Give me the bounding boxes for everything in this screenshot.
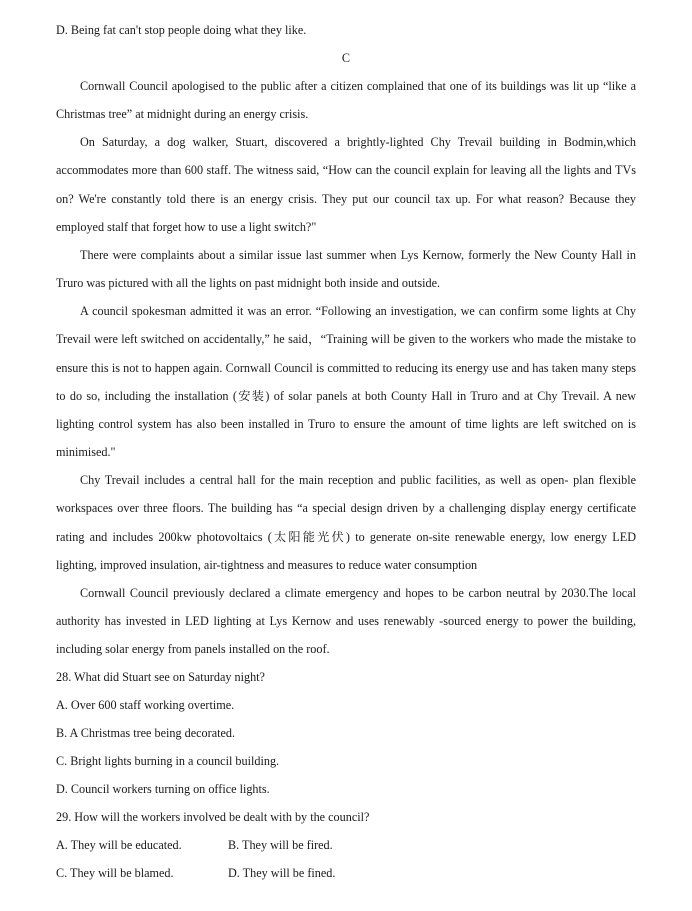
- question-28-option-d: D. Council workers turning on office lights.: [56, 782, 270, 797]
- passage-paragraph-2: On Saturday, a dog walker, Stuart, discovered a brightly-lighted Chy Trevail building in Bodmin,which accommodates more than 600 staff. The witness said, “How can the council explain for leaving all the lights and TVs on? We're constantly told there is an energy crisis. They put our council tax up. For what reason? Because they employed stalf that forget how to use a light switch?": [56, 135, 636, 234]
- question-28-option-b: B. A Christmas tree being decorated.: [56, 726, 236, 741]
- passage-paragraph-5: Chy Trevail includes a central hall for the main reception and public facilities, as well as open- plan flexible workspaces over three floors. The building has “a special design driven by a challenging display energy certificate rating and includes 200kw photovoltaics (太阳能光伏) to generate on-site renewable energy, low energy LED lighting, improved insulation, air-tightness and measures to reduce water consumption: [56, 473, 636, 572]
- passage-paragraph-1: Cornwall Council apologised to the public after a citizen complained that one of its buildings was lit up “like a Christmas tree” at midnight during an energy crisis.: [56, 79, 636, 122]
- question-29-options-row-1: [56, 831, 636, 859]
- section-label: C: [341, 51, 351, 65]
- question-28-option-a: A. Over 600 staff working overtime.: [56, 698, 235, 713]
- question-28: [56, 663, 636, 803]
- question-29-stem: 29. How will the workers involved be dealt with by the council?: [56, 810, 370, 825]
- passage-paragraph-4: A council spokesman admitted it was an error. “Following an investigation, we can confirm some lights at Chy Trevail were left switched on accidentally,” he said，“Training will be given to the workers who made the mistake to ensure this is not to happen again. Cornwall Council is committed to reducing its energy use and has taken many steps to do so, including the installation (安装) of solar panels at both County Hall in Truro and at Chy Trevail. A new lighting control system has also been installed in Truro to ensure the amount of time lights are left switched on is minimised.": [56, 304, 636, 460]
- question-28-stem: 28. What did Stuart see on Saturday night?: [56, 670, 265, 685]
- question-29-option-c: C. They will be blamed.: [56, 866, 174, 881]
- question-29-option-d: D. They will be fined.: [228, 866, 336, 881]
- question-29-option-a: A. They will be educated.: [56, 838, 182, 853]
- passage-paragraph-6: Cornwall Council previously declared a climate emergency and hopes to be carbon neutral by 2030.The local authority has invested in LED lighting at Lys Kernow and uses renewably -sourced energy to power the building, including solar energy from panels installed on the roof.: [56, 585, 636, 657]
- question-29-options-row-2: [56, 859, 636, 887]
- question-29-option-b: B. They will be fired.: [228, 838, 333, 853]
- previous-question-option-d: D. Being fat can't stop people doing what they like.: [56, 23, 307, 37]
- question-28-option-c: C. Bright lights burning in a council building.: [56, 754, 280, 769]
- question-29: [56, 803, 636, 887]
- passage-paragraph-3: There were complaints about a similar issue last summer when Lys Kernow, formerly the New County Hall in Truro was pictured with all the lights on past midnight both inside and outside.: [56, 247, 636, 291]
